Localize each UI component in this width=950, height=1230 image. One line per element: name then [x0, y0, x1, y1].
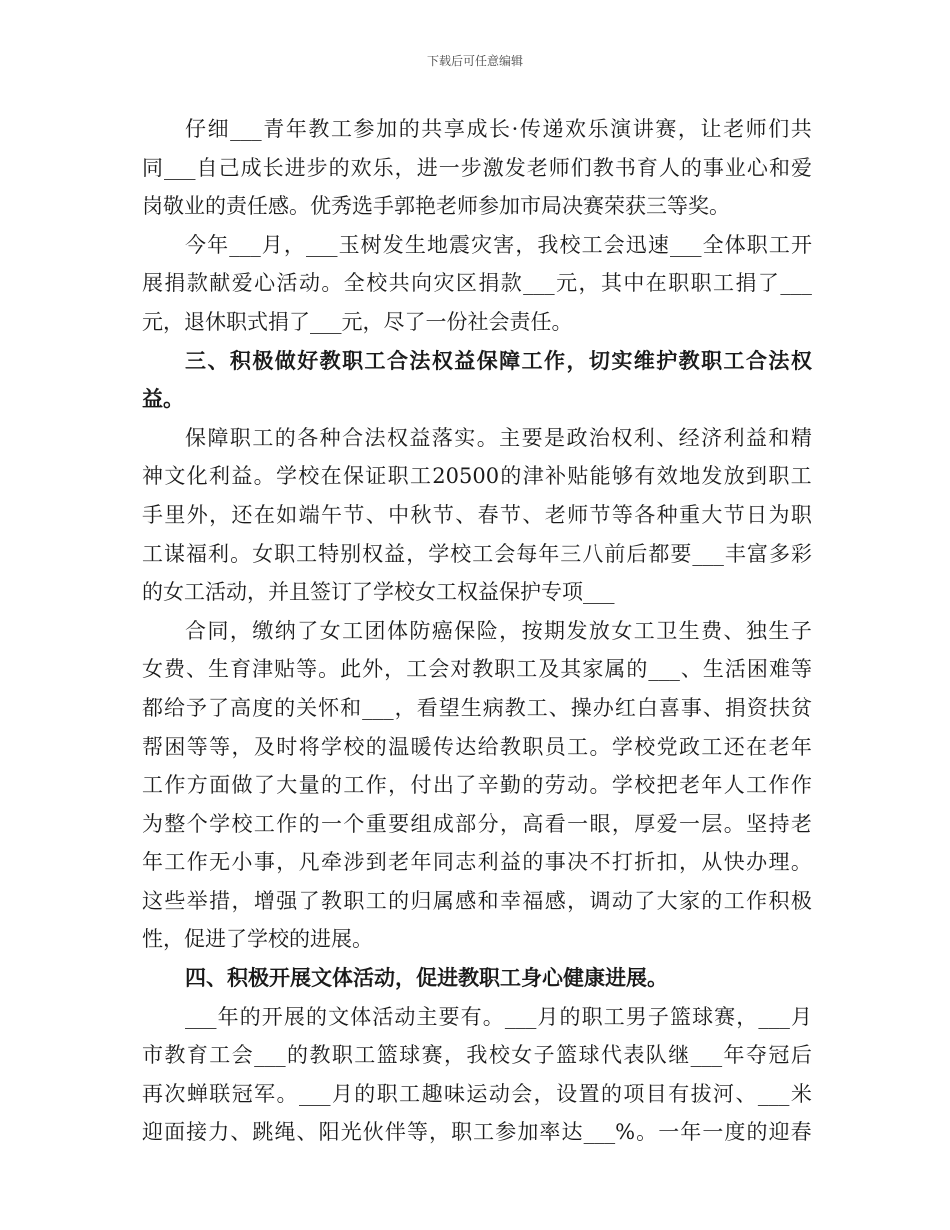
- paragraph-line: 为 整 个 学 校 工 作 的 一 个 重 要 组 成 部 分 ， 高 看 一 眼 ， 厚 爱 一 层 。 坚 持 老: [142, 811, 812, 836]
- paragraph-line: 年 工 作 无 小 事 ， 凡 牵 涉 到 老 年 同 志 利 益 的 事 决 不 打 折 扣 ， 从 快 办 理 。: [142, 850, 812, 875]
- paragraph-line: 性 ， 促 进 了 学 校 的 进 展 。: [142, 927, 373, 952]
- paragraph-line: 这 些 举 措 ， 增 强 了 教 职 工 的 归 属 感 和 幸 福 感 ， 调 动 了 大 家 的 工 作 积 极: [142, 888, 812, 913]
- paragraph-line: 工 谋 福 利 。 女 职 工 特 别 权 益 ， 学 校 工 会 每 年 三 八 前 后 都 要 ___ 丰 富 多 彩: [142, 541, 812, 566]
- paragraph-line: 迎 面 接 力 、 跳 绳 、 阳 光 伙 伴 等 ， 职 工 参 加 率 达 ___% 。 一 年 一 度 的 迎 春: [142, 1120, 812, 1145]
- section-heading-line: 三 、 积 极 做 好 教 职 工 合 法 权 益 保 障 工 作 ， 切 实 维 护 教 职 工 合 法 权: [185, 347, 812, 373]
- page-header: 下载后可任意编辑: [426, 54, 523, 68]
- paragraph-line: 神 文 化 利 益 。 学 校 在 保 证 职 工 20500 的 津 补 贴 能 够 有 效 地 发 放 到 职 工: [142, 464, 812, 489]
- document-body: [142, 110, 812, 1152]
- paragraph-line: ___ 年 的 开 展 的 文 体 活 动 主 要 有 。 ___ 月 的 职 工 男 子 篮 球 赛 ， ___ 月: [185, 1004, 812, 1029]
- paragraph-line: 元 ， 退 休 职 式 捐 了 ___ 元 ， 尽 了 一 份 社 会 责 任 。: [142, 309, 573, 334]
- paragraph-line: 手 里 外 ， 还 在 如 端 午 节 、 中 秋 节 、 春 节 、 老 师 节 等 各 种 重 大 节 日 为 职: [142, 502, 812, 527]
- paragraph-line: 仔 细 ___ 青 年 教 工 参 加 的 共 享 成 长 · 传 递 欢 乐 演 讲 赛 ， 让 老 师 们 共: [185, 117, 812, 141]
- paragraph-line: 合 同 ， 缴 纳 了 女 工 团 体 防 癌 保 险 ， 按 期 发 放 女 工 卫 生 费 、 独 生 子: [185, 618, 812, 643]
- paragraph-line: 岗 敬 业 的 责 任 感 。 优 秀 选 手 郭 艳 老 师 参 加 市 局 决 赛 荣 获 三 等 奖 。: [142, 194, 730, 219]
- paragraph-line: 都 给 予 了 高 度 的 关 怀 和 ___ ， 看 望 生 病 教 工 、 操 办 红 白 喜 事 、 捐 资 扶 贫: [142, 695, 812, 720]
- paragraph-line: 工 作 方 面 做 了 大 量 的 工 作 ， 付 出 了 辛 勤 的 劳 动 。 学 校 把 老 年 人 工 作 作: [142, 773, 812, 798]
- paragraph-line: 女 费 、 生 育 津 贴 等 。 此 外 ， 工 会 对 教 职 工 及 其 家 属 的 ___ 、 生 活 困 难 等: [142, 657, 812, 682]
- paragraph-line: 市 教 育 工 会 ___ 的 教 职 工 篮 球 赛 ， 我 校 女 子 篮 球 代 表 队 继 ___ 年 夺 冠 后: [142, 1043, 812, 1068]
- paragraph-line: 同 ___ 自 己 成 长 进 步 的 欢 乐 ， 进 一 步 激 发 老 师 们 教 书 育 人 的 事 业 心 和 爱: [142, 155, 812, 180]
- paragraph-line: 今 年 ___ 月 ， ___ 玉 树 发 生 地 震 灾 害 ， 我 校 工 会 迅 速 ___ 全 体 职 工 开: [185, 232, 812, 257]
- section-heading-line: 益 。: [142, 386, 184, 412]
- paragraph-line: 保 障 职 工 的 各 种 合 法 权 益 落 实 。 主 要 是 政 治 权 利 、 经 济 利 益 和 精: [185, 425, 812, 450]
- paragraph-line: 展 捐 款 献 爱 心 活 动 。 全 校 共 向 灾 区 捐 款 ___ 元 ， 其 中 在 职 职 工 捐 了 ___: [142, 271, 812, 296]
- section-heading-line: 四 、 积 极 开 展 文 体 活 动 ， 促 进 教 职 工 身 心 健 康 进 展 。: [185, 965, 668, 991]
- paragraph-line: 的 女 工 活 动 ， 并 且 签 订 了 学 校 女 工 权 益 保 护 专 项 ___: [142, 580, 615, 605]
- paragraph-line: 再 次 蝉 联 冠 军 。 ___ 月 的 职 工 趣 味 运 动 会 ， 设 置 的 项 目 有 拔 河 、 ___ 米: [142, 1081, 812, 1106]
- paragraph-line: 帮 困 等 等 ， 及 时 将 学 校 的 温 暖 传 达 给 教 职 员 工 。 学 校 党 政 工 还 在 老 年: [142, 734, 812, 759]
